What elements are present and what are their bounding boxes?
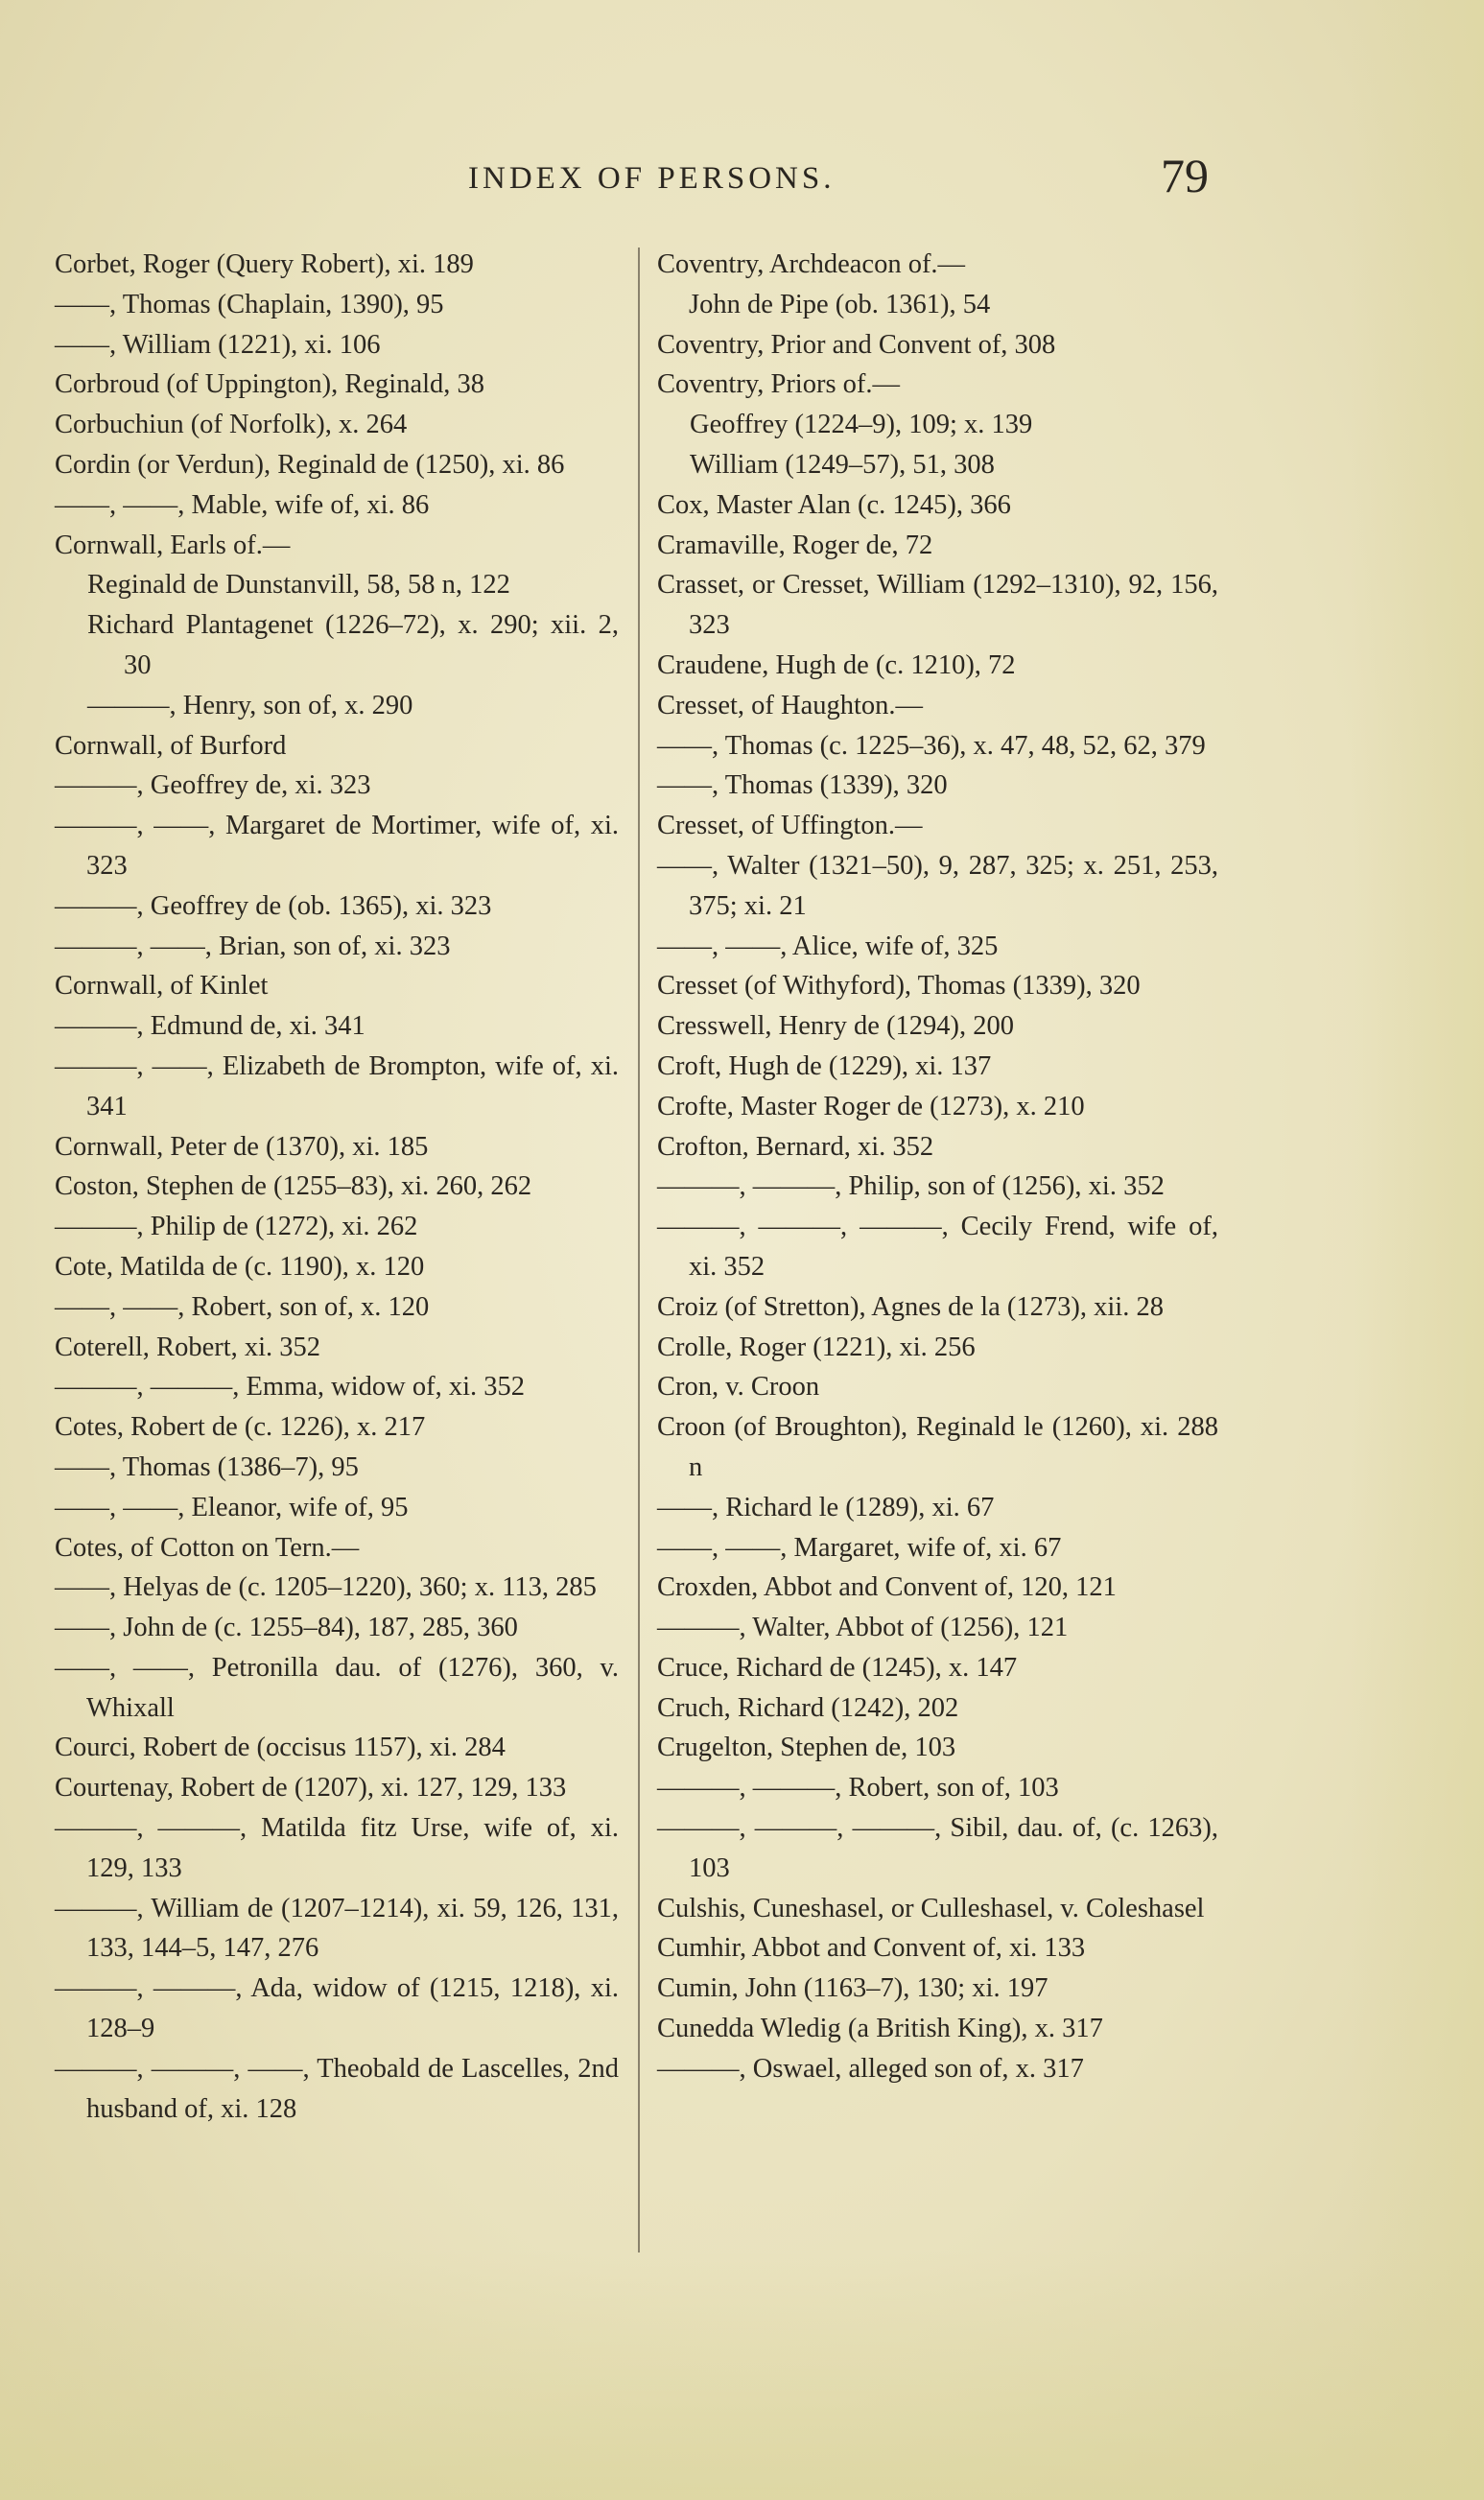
index-entry: Crugelton, Stephen de, 103 (657, 1733, 956, 1763)
page-number: 79 (1161, 149, 1209, 202)
index-entry: ——, Thomas (c. 1225–36), x. 47, 48, 52, 62, 379 (657, 730, 1206, 761)
index-entry: ———, ——, Brian, son of, xi. 323 (55, 931, 451, 961)
index-entry: ——, ——, Robert, son of, x. 120 (55, 1291, 430, 1322)
index-entry: ——, Richard le (1289), xi. 67 (657, 1492, 995, 1522)
index-entry: ———, ——, Elizabeth de Brompton, wife of, xi. 341 (55, 1050, 619, 1121)
index-entry: ———, Geoffrey de, xi. 323 (55, 770, 371, 801)
index-entry: Courci, Robert de (occisus 1157), xi. 284 (55, 1733, 506, 1763)
index-entry: Croiz (of Stretton), Agnes de la (1273), xii. 28 (657, 1291, 1164, 1322)
index-entry: ——, Walter (1321–50), 9, 287, 325; x. 251, 253, 375; xi. 21 (657, 850, 1218, 921)
index-entry: Cornwall, of Burford (55, 730, 287, 761)
index-entry: Cron, v. Croon (657, 1372, 820, 1403)
index-entry: Cox, Master Alan (c. 1245), 366 (657, 489, 1011, 520)
index-entry: ——, ——, Margaret, wife of, xi. 67 (657, 1532, 1062, 1563)
index-entry: William (1249–57), 51, 308 (690, 449, 995, 480)
index-entry: ———, Walter, Abbot of (1256), 121 (657, 1613, 1069, 1643)
right-index-column (657, 245, 1218, 2089)
index-entry: ——, William (1221), xi. 106 (55, 329, 381, 360)
column-divider (638, 248, 640, 2252)
index-entry: ———, ———, ——, Theobald de Lascelles, 2nd husband of, xi. 128 (55, 2053, 619, 2124)
index-entry: ——, Thomas (1339), 320 (657, 770, 948, 801)
index-entry: Cruce, Richard de (1245), x. 147 (657, 1652, 1018, 1683)
index-entry: Cotes, Robert de (c. 1226), x. 217 (55, 1412, 426, 1443)
index-entry: Cumin, John (1163–7), 130; xi. 197 (657, 1973, 1048, 2004)
index-entry: Cumhir, Abbot and Convent of, xi. 133 (657, 1933, 1086, 1964)
page-bottom-shading (0, 2251, 1484, 2500)
index-entry: Cordin (or Verdun), Reginald de (1250), xi. 86 (55, 449, 565, 480)
index-entry: Cresset, of Uffington.— (657, 811, 923, 841)
index-entry: Cote, Matilda de (c. 1190), x. 120 (55, 1251, 425, 1282)
index-entry: Crasset, or Cresset, William (1292–1310), 92, 156, 323 (657, 570, 1218, 641)
index-entry: Cunedda Wledig (a British King), x. 317 (657, 2014, 1103, 2044)
index-entry: ———, Oswael, alleged son of, x. 317 (657, 2053, 1084, 2084)
index-entry: Cornwall, Peter de (1370), xi. 185 (55, 1131, 429, 1162)
index-entry: ———, ———, Emma, widow of, xi. 352 (55, 1372, 526, 1403)
index-entry: Richard Plantagenet (1226–72), x. 290; xii. 2, 30 (87, 610, 619, 680)
index-entry: Croxden, Abbot and Convent of, 120, 121 (657, 1572, 1117, 1603)
left-index-column (55, 245, 619, 2129)
index-entry: ——, Helyas de (c. 1205–1220), 360; x. 113, 285 (55, 1572, 597, 1603)
page-edge-shading (1350, 0, 1484, 2500)
index-entry: Cramaville, Roger de, 72 (657, 530, 933, 560)
index-entry: Reginald de Dunstanvill, 58, 58 n, 122 (87, 570, 510, 601)
index-entry: ——, ——, Mable, wife of, xi. 86 (55, 489, 430, 520)
index-entry: ———, William de (1207–1214), xi. 59, 126, 131, 133, 144–5, 147, 276 (55, 1893, 619, 1964)
index-entry: Croon (of Broughton), Reginald le (1260), xi. 288 n (657, 1412, 1218, 1482)
index-entry: John de Pipe (ob. 1361), 54 (689, 289, 991, 319)
index-entry: ———, ———, Robert, son of, 103 (657, 1773, 1059, 1804)
index-entry: Cruch, Richard (1242), 202 (657, 1692, 959, 1723)
index-entry: Crolle, Roger (1221), xi. 256 (657, 1332, 976, 1362)
page-title: INDEX OF PERSONS. (468, 161, 836, 196)
index-entry: Cornwall, of Kinlet (55, 971, 269, 1002)
running-header (0, 144, 1484, 211)
index-entry: Coston, Stephen de (1255–83), xi. 260, 262 (55, 1171, 532, 1202)
index-entry: ———, ——, Margaret de Mortimer, wife of, xi. 323 (55, 811, 619, 881)
index-entry: ——, John de (c. 1255–84), 187, 285, 360 (55, 1613, 518, 1643)
index-entry: Coventry, Priors of.— (657, 369, 901, 400)
index-entry: ——, ——, Eleanor, wife of, 95 (55, 1492, 409, 1522)
index-entry: Cresswell, Henry de (1294), 200 (657, 1011, 1015, 1042)
index-entry: Cresset (of Withyford), Thomas (1339), 320 (657, 971, 1141, 1002)
index-entry: Croft, Hugh de (1229), xi. 137 (657, 1050, 992, 1081)
index-entry: Corbuchiun (of Norfolk), x. 264 (55, 410, 408, 440)
index-entry: Courtenay, Robert de (1207), xi. 127, 129, 133 (55, 1773, 567, 1804)
index-entry: Corbroud (of Uppington), Reginald, 38 (55, 369, 485, 400)
index-entry: Coventry, Prior and Convent of, 308 (657, 329, 1056, 360)
index-entry: ———, Edmund de, xi. 341 (55, 1011, 365, 1042)
index-entry: Cresset, of Haughton.— (657, 690, 924, 720)
index-entry: ——, ——, Alice, wife of, 325 (657, 931, 999, 961)
index-entry: ——, ——, Petronilla dau. of (1276), 360, v. Whixall (55, 1652, 619, 1723)
index-entry: Culshis, Cuneshasel, or Culleshasel, v. Coleshasel (657, 1893, 1205, 1923)
index-entry: Craudene, Hugh de (c. 1210), 72 (657, 649, 1016, 680)
index-entry: ———, Geoffrey de (ob. 1365), xi. 323 (55, 890, 492, 921)
index-entry: ———, ———, Philip, son of (1256), xi. 352 (657, 1171, 1165, 1202)
index-entry: Geoffrey (1224–9), 109; x. 139 (690, 410, 1033, 440)
index-entry: ———, Philip de (1272), xi. 262 (55, 1212, 418, 1242)
index-entry: ———, Henry, son of, x. 290 (87, 690, 413, 720)
index-entry: ———, ———, Ada, widow of (1215, 1218), xi. 128–9 (55, 1973, 619, 2044)
index-entry: ———, ———, Matilda fitz Urse, wife of, xi. 129, 133 (55, 1813, 619, 1883)
index-entry: Coterell, Robert, xi. 352 (55, 1332, 321, 1362)
index-entry: Cornwall, Earls of.— (55, 530, 291, 560)
index-entry: Crofte, Master Roger de (1273), x. 210 (657, 1091, 1085, 1121)
index-entry: Cotes, of Cotton on Tern.— (55, 1532, 360, 1563)
index-entry: ———, ———, ———, Cecily Frend, wife of, xi. 352 (657, 1212, 1218, 1282)
index-entry: Crofton, Bernard, xi. 352 (657, 1131, 934, 1162)
index-entry: ——, Thomas (Chaplain, 1390), 95 (55, 289, 444, 319)
index-entry: Corbet, Roger (Query Robert), xi. 189 (55, 249, 474, 279)
index-entry: ——, Thomas (1386–7), 95 (55, 1451, 359, 1482)
index-entry: ———, ———, ———, Sibil, dau. of, (c. 1263), 103 (657, 1813, 1218, 1883)
index-entry: Coventry, Archdeacon of.— (657, 249, 966, 279)
